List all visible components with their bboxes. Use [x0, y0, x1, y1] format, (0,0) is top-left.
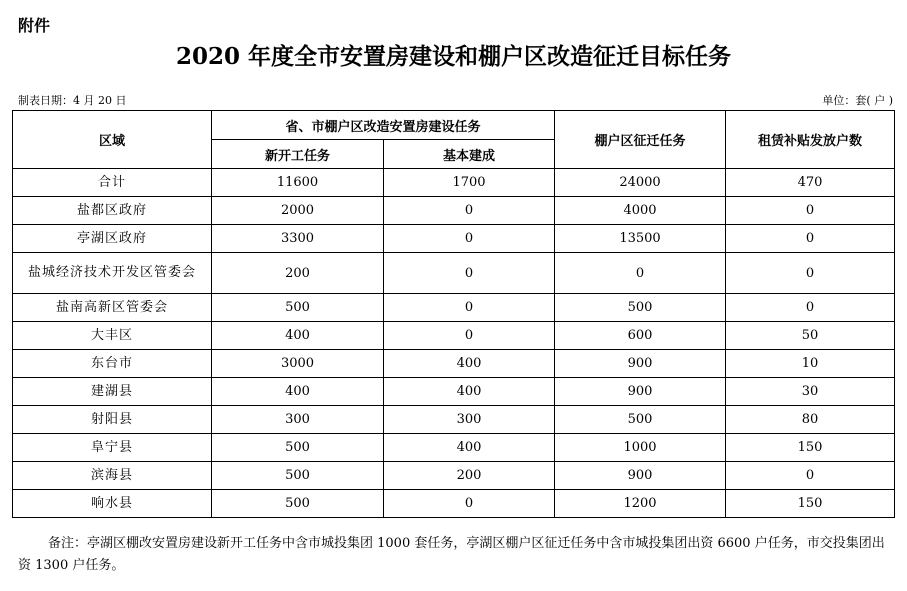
- table-row: [13, 294, 895, 322]
- cell-region: 阜宁县: [13, 434, 212, 462]
- cell-basic-built: 300: [384, 406, 555, 434]
- cell-subsidy: 30: [726, 378, 895, 406]
- cell-region: 射阳县: [13, 406, 212, 434]
- cell-new-start: 3300: [212, 225, 384, 253]
- cell-region: 响水县: [13, 490, 212, 518]
- table-row: [13, 406, 895, 434]
- cell-new-start: 3000: [212, 350, 384, 378]
- cell-basic-built: 0: [384, 197, 555, 225]
- table-row: [13, 322, 895, 350]
- cell-demolition: 0: [555, 253, 726, 294]
- cell-new-start: 11600: [212, 169, 384, 197]
- table-body: [13, 169, 895, 518]
- cell-subsidy: 10: [726, 350, 895, 378]
- footnote: 备注：亭湖区棚改安置房建设新开工任务中含市城投集团 1000 套任务，亭湖区棚户区征迁任务中含市城投集团出资 6600 户任务，市交投集团出资 1300 户任务。: [18, 536, 885, 573]
- cell-new-start: 500: [212, 462, 384, 490]
- table-row: [13, 169, 895, 197]
- cell-subsidy: 0: [726, 197, 895, 225]
- header-demolition: 棚户区征迁任务: [555, 111, 726, 169]
- cell-demolition: 13500: [555, 225, 726, 253]
- attachment-label: 附件: [18, 16, 51, 35]
- cell-new-start: 500: [212, 490, 384, 518]
- cell-basic-built: 200: [384, 462, 555, 490]
- date-label: 制表日期：4 月 20 日: [18, 94, 127, 107]
- cell-region: 合计: [13, 169, 212, 197]
- cell-subsidy: 0: [726, 462, 895, 490]
- unit-label: 单位：套( 户 ): [822, 94, 893, 107]
- table-row: [13, 434, 895, 462]
- cell-demolition: 900: [555, 350, 726, 378]
- cell-basic-built: 0: [384, 253, 555, 294]
- cell-new-start: 500: [212, 294, 384, 322]
- cell-subsidy: 80: [726, 406, 895, 434]
- table-row: [13, 378, 895, 406]
- header-region: 区域: [13, 111, 212, 169]
- cell-subsidy: 150: [726, 490, 895, 518]
- cell-new-start: 400: [212, 322, 384, 350]
- table-row: [13, 462, 895, 490]
- cell-new-start: 300: [212, 406, 384, 434]
- cell-basic-built: 400: [384, 350, 555, 378]
- cell-basic-built: 0: [384, 322, 555, 350]
- cell-basic-built: 400: [384, 434, 555, 462]
- cell-basic-built: 400: [384, 378, 555, 406]
- cell-demolition: 900: [555, 462, 726, 490]
- cell-region: 建湖县: [13, 378, 212, 406]
- cell-subsidy: 0: [726, 253, 895, 294]
- cell-basic-built: 1700: [384, 169, 555, 197]
- cell-region: 大丰区: [13, 322, 212, 350]
- cell-new-start: 400: [212, 378, 384, 406]
- cell-demolition: 500: [555, 294, 726, 322]
- cell-subsidy: 0: [726, 225, 895, 253]
- cell-region: 盐南高新区管委会: [13, 294, 212, 322]
- cell-demolition: 500: [555, 406, 726, 434]
- cell-region: 滨海县: [13, 462, 212, 490]
- cell-new-start: 200: [212, 253, 384, 294]
- cell-new-start: 2000: [212, 197, 384, 225]
- cell-region: 亭湖区政府: [13, 225, 212, 253]
- table-row: [13, 253, 895, 294]
- table-row: [13, 490, 895, 518]
- cell-basic-built: 0: [384, 294, 555, 322]
- cell-demolition: 4000: [555, 197, 726, 225]
- cell-basic-built: 0: [384, 225, 555, 253]
- cell-subsidy: 0: [726, 294, 895, 322]
- task-table: [12, 110, 895, 518]
- cell-demolition: 900: [555, 378, 726, 406]
- cell-demolition: 1000: [555, 434, 726, 462]
- table-row: [13, 225, 895, 253]
- table-row: [13, 197, 895, 225]
- cell-demolition: 24000: [555, 169, 726, 197]
- cell-demolition: 600: [555, 322, 726, 350]
- cell-region: 盐城经济技术开发区管委会: [13, 253, 212, 294]
- cell-subsidy: 150: [726, 434, 895, 462]
- cell-subsidy: 50: [726, 322, 895, 350]
- cell-demolition: 1200: [555, 490, 726, 518]
- cell-new-start: 500: [212, 434, 384, 462]
- header-basic-built: 基本建成: [384, 140, 555, 169]
- table-row: [13, 350, 895, 378]
- header-group: 省、市棚户区改造安置房建设任务: [212, 111, 555, 140]
- header-new-start: 新开工任务: [212, 140, 384, 169]
- cell-region: 东台市: [13, 350, 212, 378]
- document-title: 2020 年度全市安置房建设和棚户区改造征迁目标任务: [175, 43, 732, 70]
- cell-region: 盐都区政府: [13, 197, 212, 225]
- cell-subsidy: 470: [726, 169, 895, 197]
- cell-basic-built: 0: [384, 490, 555, 518]
- header-subsidy: 租赁补贴发放户数: [726, 111, 895, 169]
